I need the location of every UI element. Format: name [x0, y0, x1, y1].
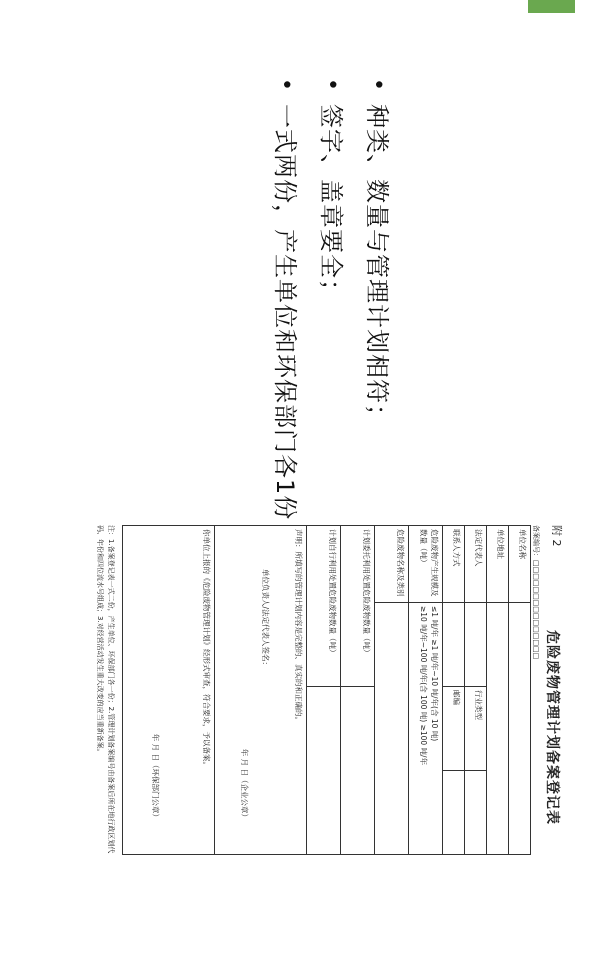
bullet-item: • 种类、数量与管理计划相符； [354, 104, 400, 500]
signature-line: 单位负责人/法定代表人签名： [261, 569, 270, 670]
unit-address-value [487, 603, 509, 855]
postcode-value [443, 771, 465, 855]
entrusted-value [341, 687, 375, 855]
amount-option-line: ≥10 吨/年~100 吨/年(含 100 吨) ≥100 吨/年 [419, 606, 428, 766]
industry-value [465, 771, 487, 855]
unit-name-value [509, 603, 531, 855]
form-title: 危险废物管理计划备案登记表 [544, 630, 560, 825]
bullet-item: • 签字、盖章要全； [308, 104, 354, 500]
waste-names-value [375, 603, 409, 855]
contact-label: 联系人方式 [443, 526, 465, 603]
unit-name-label: 单位名称 [509, 526, 531, 603]
receipt-cell [123, 526, 215, 855]
waste-names-label: 危险废物名称及类别 [375, 526, 409, 603]
waste-amount-label: 危险废物产生规模及数量（吨） [409, 526, 443, 603]
self-dispose-label: 计划自行利用处置危险废物数量（吨） [307, 526, 341, 687]
bullet-list [255, 80, 400, 521]
industry-label: 行业类型 [465, 687, 487, 771]
form-table [122, 525, 531, 855]
declaration-text: 声明：所填写的管理计划内容是完整的、真实的和正确的。 [294, 529, 303, 724]
accent-bar [528, 0, 575, 13]
form-note: 注：1.备案登记表一式二份，产生单位、环保部门各一份；2.管理计划备案编号由备案后所在地行政区划代码、年份和四位流水号组成；3.对经营活动发生重大改变的应当重新备案。 [96, 525, 115, 854]
appendix-label: 附 2 [550, 525, 563, 547]
amount-option-line: ≤1 吨/年 ≥1 吨/年~10 吨/年(含 10 吨) [430, 606, 439, 742]
legal-rep-label: 法定代表人 [465, 526, 487, 603]
waste-amount-options [409, 603, 443, 855]
entrusted-label: 计划委托利用处置危险废物数量（吨） [341, 526, 375, 687]
contact-value [443, 603, 465, 687]
company-date: 年 月 日（企业公章） [240, 748, 249, 821]
env-date: 年 月 日（环保部门公章） [151, 733, 160, 821]
receipt-text: 你单位上报的《危险废物管理计划》经形式审查，符合要求，予以备案。 [202, 529, 211, 769]
self-dispose-value [307, 687, 341, 855]
declaration-cell [215, 526, 307, 855]
postcode-label: 邮编 [443, 687, 465, 771]
unit-address-label: 单位地址 [487, 526, 509, 603]
legal-rep-value [465, 603, 487, 687]
file-number: 备案编号：□□□□□□□□□□□□□□□ [532, 525, 540, 660]
registration-form [25, 525, 565, 855]
bullet-item: • 一式两份，产生单位和环保部门各1份 [262, 104, 308, 500]
